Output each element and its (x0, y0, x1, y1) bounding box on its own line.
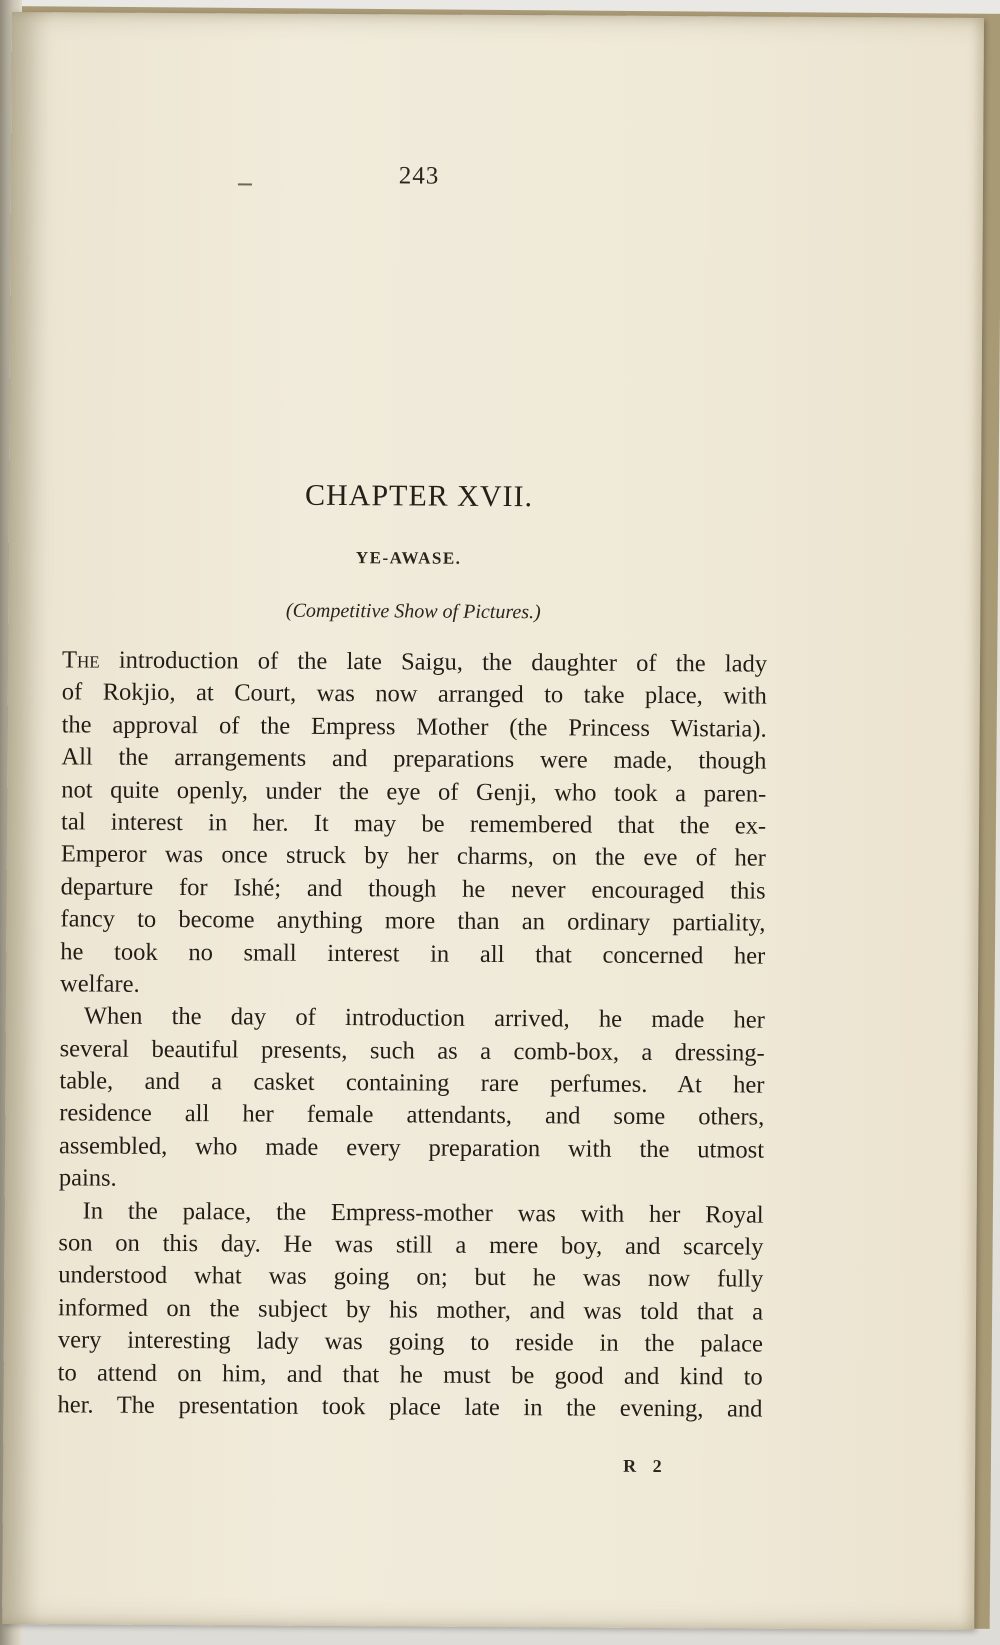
text-line: her. The presentation took place late in the evening, and (57, 1391, 763, 1423)
text-line: several beautiful presents, such as a comb-box, a dressing- (59, 1034, 765, 1067)
text-line: departure for Ishé; and though he never encouraged this (60, 873, 766, 905)
text-line: All the arrangements and preparations were made, though (61, 743, 767, 775)
chapter-subtitle: YE-AWASE. (355, 548, 462, 568)
text-line: of Rokjio, at Court, was now arranged to take place, with (61, 678, 767, 711)
text-line: understood what was going on; but he was now fully (58, 1261, 764, 1294)
text-line: the approval of the Empress Mother (the Princess Wistaria). (61, 711, 767, 743)
chapter-title: CHAPTER XVII. (304, 478, 534, 514)
text-line: fancy to become anything more than an ordinary partiality, (60, 905, 766, 937)
text-line: assembled, who made every preparation with the utmost (58, 1132, 765, 1164)
lead-word: The (61, 646, 100, 674)
text-line: he took no small interest in all that concerned her (60, 937, 766, 970)
text-line: very interesting lady was going to reside in the palace (57, 1326, 763, 1358)
text-line: tal interest in her. It may be remembered that the ex- (60, 808, 767, 840)
text-line: In the palace, the Empress-mother was with her Royal (82, 1197, 764, 1229)
text-line: pains. (58, 1164, 117, 1192)
text-line: residence all her female attendants, and some others, (59, 1099, 765, 1132)
text-line: Emperor was once struck by her charms, on the eve of her (60, 840, 766, 872)
text-line: son on this day. He was still a mere boy, and scarcely (58, 1229, 764, 1261)
text-line: to attend on him, and that he must be good and kind to (57, 1358, 763, 1391)
text-line: welfare. (59, 970, 140, 998)
book-page (2, 12, 984, 1630)
chapter-note: (Competitive Show of Pictures.) (285, 599, 541, 624)
text-line: When the day of introduction arrived, he made her (83, 1002, 765, 1034)
page-number: 243 (398, 162, 440, 190)
text-line: The introduction of the late Saigu, the daughter of the lady (61, 646, 768, 678)
text-line: informed on the subject by his mother, and was told that a (58, 1294, 764, 1326)
text-line: table, and a casket containing rare perfumes. At her (59, 1067, 765, 1099)
body-text (57, 644, 767, 1426)
stray-mark (238, 183, 252, 185)
text-line: not quite openly, under the eye of Genji, who took a paren- (61, 775, 767, 808)
signature-mark: R 2 (623, 1455, 668, 1477)
